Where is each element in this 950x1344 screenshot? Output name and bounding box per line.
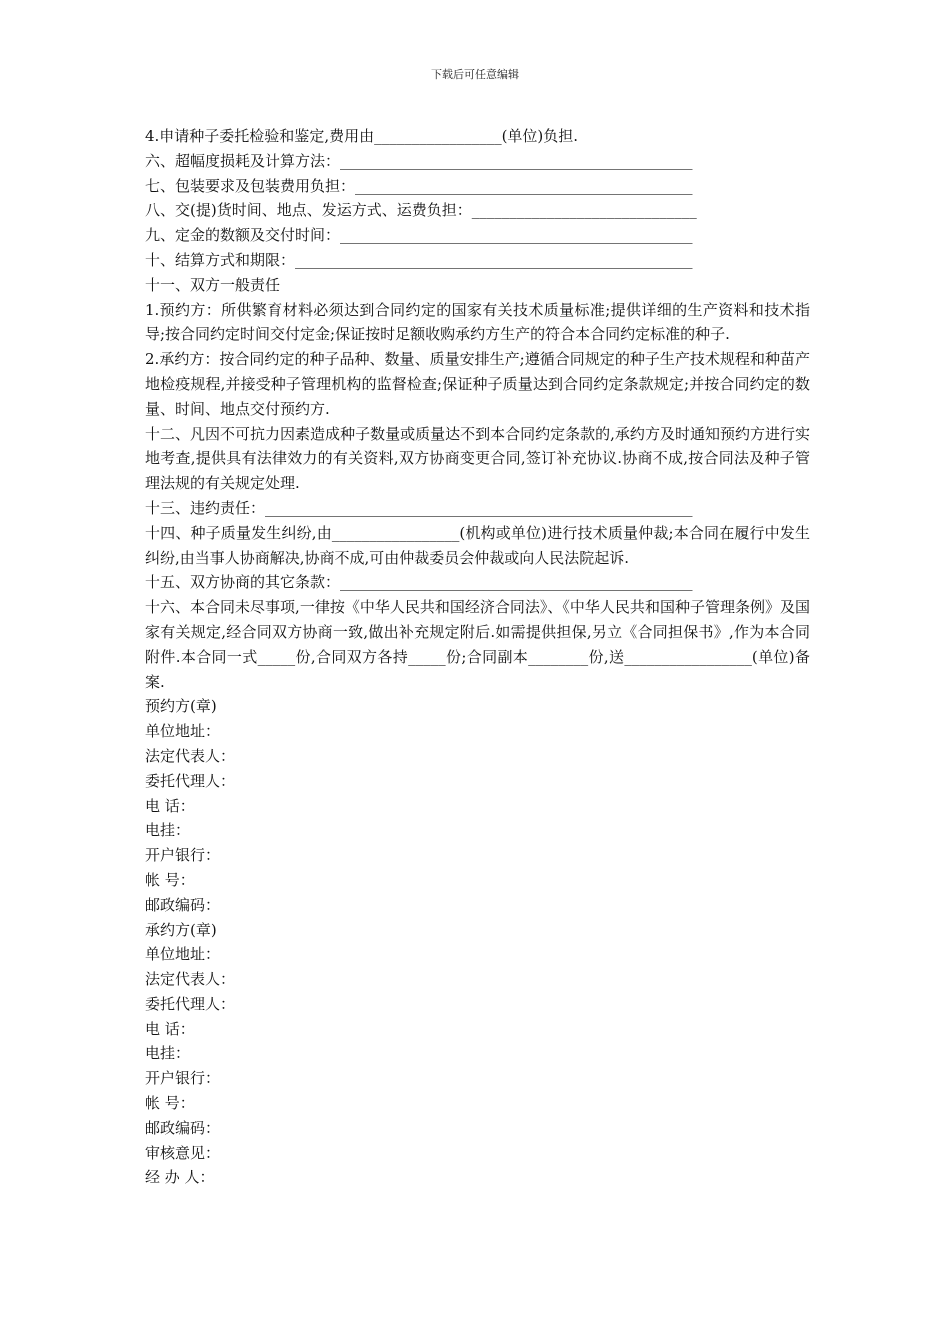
contract-body [145, 124, 810, 1190]
clause-11-contractor: 2.承约方：按合同约定的种子品种、数量、质量安排生产;遵循合同规定的种子生产技术规程和种苗产地检疫规程,并接受种子管理机构的监督检查;保证种子质量达到合同约定条款规定;并按合同约定的数量、时间、地点交付预约方. [145, 350, 810, 418]
ordering-party-representative: 法定代表人： [145, 746, 236, 765]
contractor-cable: 电挂： [145, 1044, 191, 1063]
contractor-bank: 开户银行： [145, 1069, 221, 1088]
ordering-party-postcode: 邮政编码： [145, 895, 221, 914]
page-header: 下载后可任意编辑 [431, 68, 519, 81]
ordering-party-bank: 开户银行： [145, 846, 221, 865]
clause-15-other-terms: 十五、双方协商的其它条款：_______________________________________________ [145, 573, 693, 592]
contractor-representative: 法定代表人： [145, 970, 236, 989]
clause-10-settlement: 十、结算方式和期限：_____________________________________________________ [145, 250, 693, 269]
clause-9-deposit: 九、定金的数额及交付时间：_______________________________________________ [145, 226, 693, 245]
clause-11-heading: 十一、双方一般责任 [145, 275, 281, 294]
clause-inspection-fee: 4.申请种子委托检验和鉴定,费用由_________________(单位)负担. [145, 127, 579, 145]
contractor-address: 单位地址： [145, 945, 221, 964]
contractor-seal: 承约方(章) [145, 920, 217, 939]
ordering-party-cable: 电挂： [145, 821, 191, 840]
contractor-agent: 委托代理人： [145, 994, 236, 1013]
contractor-account: 帐 号： [145, 1094, 195, 1113]
clause-8-delivery: 八、交(提)货时间、地点、发运方式、运费负担：______________________________ [145, 201, 697, 220]
clause-6-loss-calculation: 六、超幅度损耗及计算方法：_______________________________________________ [145, 151, 693, 170]
handler: 经 办 人： [145, 1168, 215, 1187]
clause-13-liability: 十三、违约责任：_________________________________________________________ [145, 498, 693, 517]
ordering-party-account: 帐 号： [145, 870, 195, 889]
contractor-phone: 电 话： [145, 1019, 195, 1038]
clause-12-force-majeure: 十二、凡因不可抗力因素造成种子数量或质量达不到本合同约定条款的,承约方及时通知预约方进行实地考查,提供具有法律效力的有关资料,双方协商变更合同,签订补充协议.协商不成,按合同法及种子管理法规的有关规定处理. [145, 424, 810, 493]
clause-16-misc: 十六、本合同未尽事项,一律按《中华人民共和国经济合同法》、《中华人民共和国种子管理条例》及国家有关规定,经合同双方协商一致,做出补充规定附后.如需提供担保,另立《合同担保书》,作为本合同附件.本合同一式_____份,合同双方各持_____份;合同副本________份,送_________________(单位)备案. [145, 598, 810, 691]
clause-14-disputes: 十四、种子质量发生纠纷,由_________________(机构或单位)进行技术质量仲裁;本合同在履行中发生纠纷,由当事人协商解决,协商不成,可由仲裁委员会仲裁或向人民法院起诉. [145, 523, 810, 567]
ordering-party-agent: 委托代理人： [145, 771, 236, 790]
clause-11-ordering-party: 1.预约方：所供繁育材料必须达到合同约定的国家有关技术质量标准;提供详细的生产资料和技术指导;按合同约定时间交付定金;保证按时足额收购承约方生产的符合本合同约定标准的种子. [145, 300, 810, 344]
contractor-postcode: 邮政编码： [145, 1118, 221, 1137]
ordering-party-seal: 预约方(章) [145, 697, 217, 716]
review-opinion: 审核意见： [145, 1143, 221, 1162]
clause-7-packaging: 七、包装要求及包装费用负担：_____________________________________________ [145, 176, 693, 195]
ordering-party-phone: 电 话： [145, 796, 195, 815]
ordering-party-address: 单位地址： [145, 722, 221, 741]
